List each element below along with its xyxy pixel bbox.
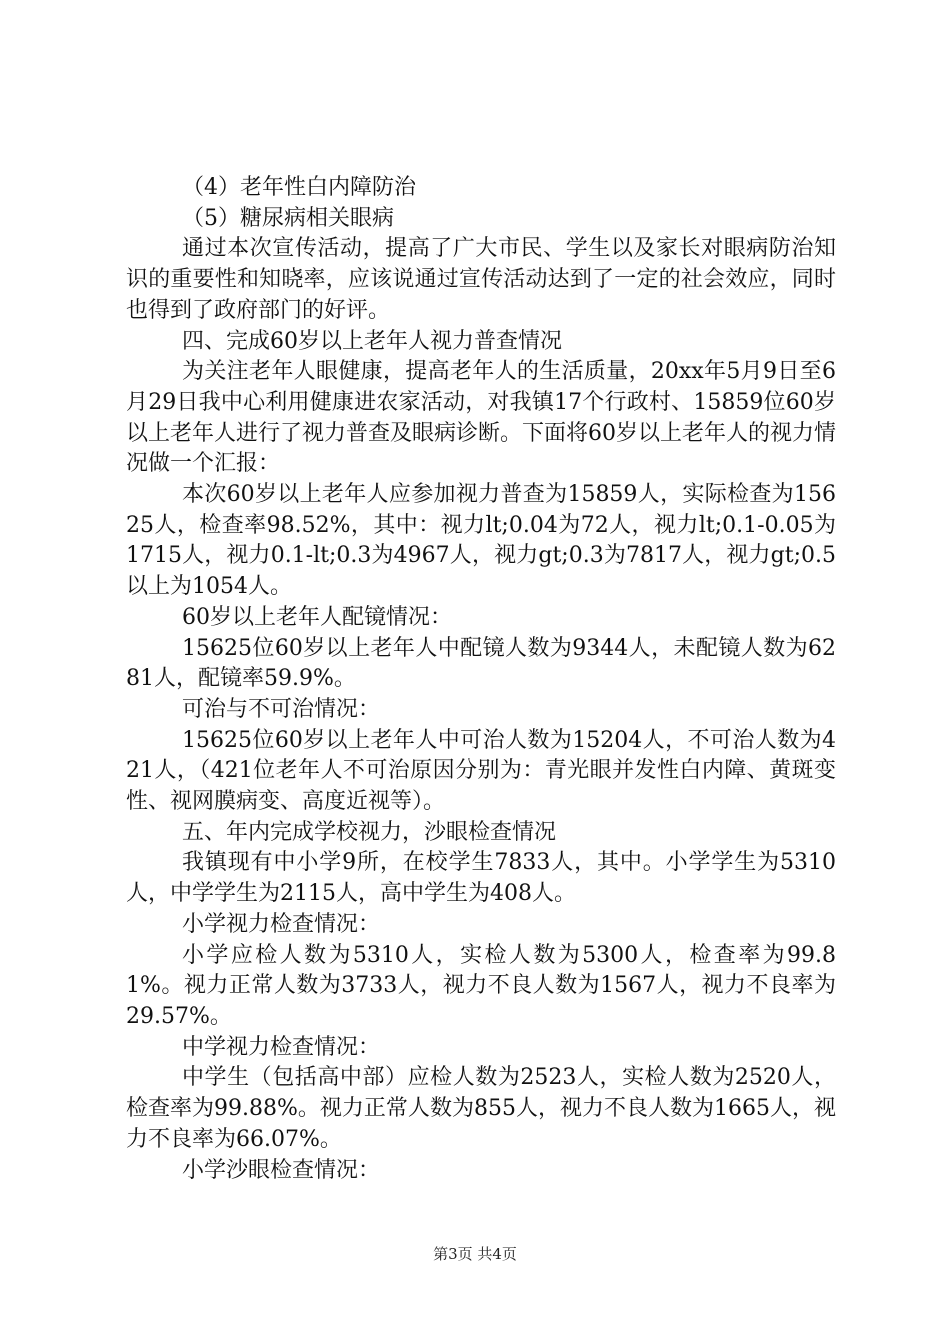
- page-footer: 第3页 共4页: [433, 1245, 517, 1263]
- paragraph-elderly-intro: 为关注老年人眼健康，提高老年人的生活质量，20xx年5月9日至6月29日我中心利用健康进农家活动，对我镇17个行政村、15859位60岁以上老年人进行了视力普查及眼病诊断。下面将60岁以上老年人的视力情况做一个汇报：: [126, 359, 836, 477]
- paragraph-elderly-results: 本次60岁以上老年人应参加视力普查为15859人，实际检查为15625人，检查率98.52%，其中：视力lt;0.04为72人，视力lt;0.1-0.05为1715人，视力0.1-lt;0.3为4967人，视力gt;0.3为7817人，视力gt;0.5以上为1054人。: [126, 482, 836, 600]
- subheading-middle-vision: 中学视力检查情况：: [182, 1034, 381, 1060]
- document-body: [126, 173, 836, 1186]
- paragraph-glasses: 15625位60岁以上老年人中配镜人数为9344人，未配镜人数为6281人，配镜率59.9%。: [126, 635, 836, 692]
- paragraph-middle-vision: 中学生（包括高中部）应检人数为2523人，实检人数为2520人，检查率为99.88%。视力正常人数为855人，视力不良人数为1665人，视力不良率为66.07%。: [126, 1065, 836, 1152]
- paragraph-school-overview: 我镇现有中小学9所，在校学生7833人，其中。小学学生为5310人，中学学生为2115人，高中学生为408人。: [126, 850, 836, 907]
- list-item-cataract: （4）老年性白内障防治: [182, 175, 416, 200]
- paragraph-treatable: 15625位60岁以上老年人中可治人数为15204人，不可治人数为421人，（421位老年人不可治原因分别为：青光眼并发性白内障、黄斑变性、视网膜病变、高度近视等）。: [126, 727, 836, 815]
- section-heading-school-vision: 五、年内完成学校视力，沙眼检查情况: [182, 819, 557, 845]
- subheading-glasses: 60岁以上老年人配镜情况：: [182, 604, 452, 630]
- paragraph-campaign-summary: 通过本次宣传活动，提高了广大市民、学生以及家长对眼病防治知识的重要性和知晓率，应该说通过宣传活动达到了一定的社会效应，同时也得到了政府部门的好评。: [126, 236, 836, 323]
- section-heading-elderly-vision: 四、完成60岁以上老年人视力普查情况: [182, 328, 562, 354]
- paragraph-primary-vision: 小学应检人数为5310人，实检人数为5300人，检查率为99.81%。视力正常人数为3733人，视力不良人数为1567人，视力不良率为29.57%。: [126, 942, 836, 1029]
- list-item-diabetic-eye: （5）糖尿病相关眼病: [182, 205, 394, 231]
- subheading-treatable: 可治与不可治情况：: [182, 696, 381, 722]
- subheading-primary-trachoma: 小学沙眼检查情况：: [182, 1157, 381, 1183]
- subheading-primary-vision: 小学视力检查情况：: [182, 911, 381, 937]
